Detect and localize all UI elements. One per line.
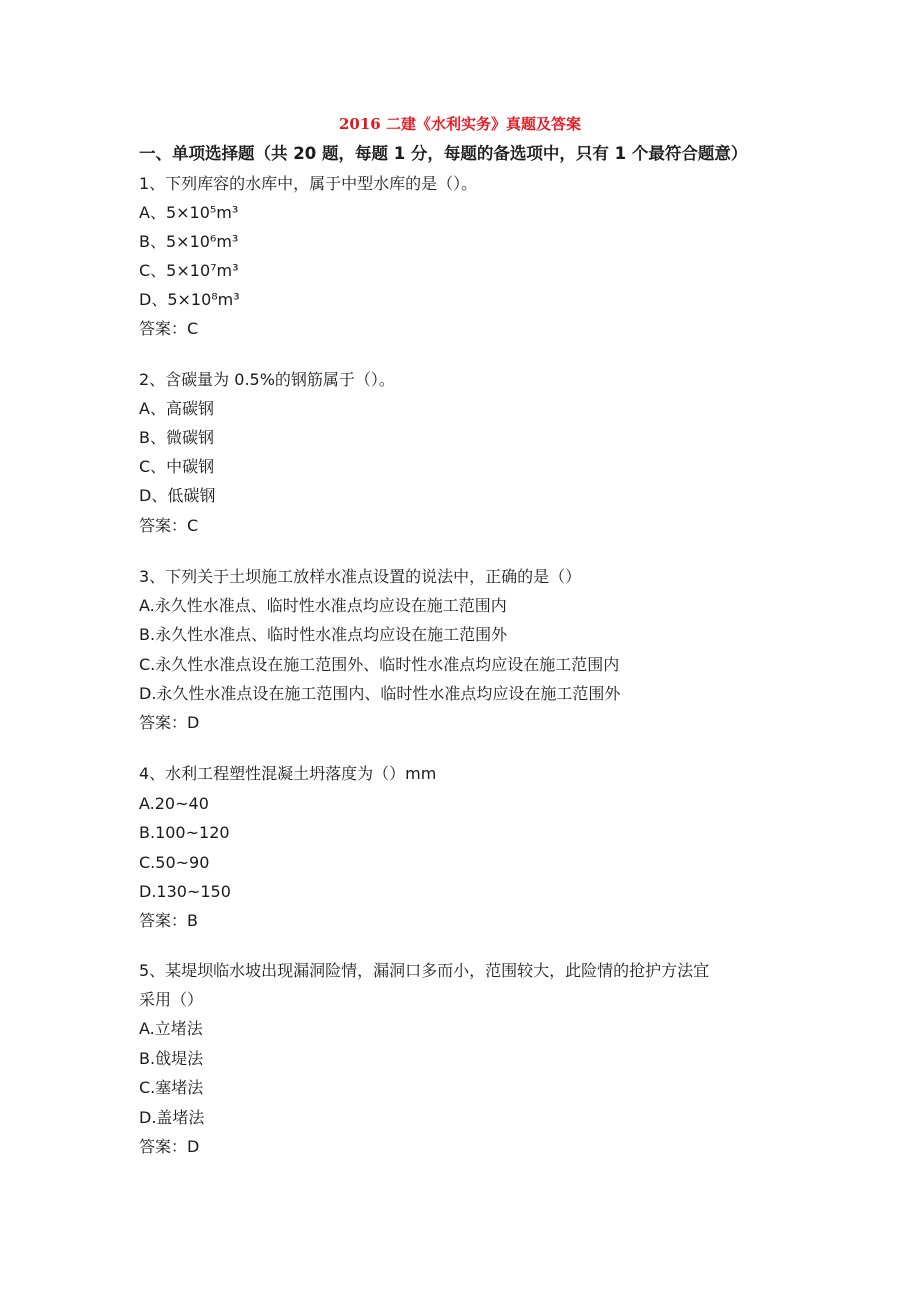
question-3-option-b: B.永久性水准点、临时性水准点均应设在施工范围外 [139,625,508,644]
question-2-stem: 2、含碳量为 0.5%的钢筋属于（）。 [139,370,395,389]
question-5-option-a: A.立堵法 [139,1019,203,1038]
question-5-answer: 答案：D [139,1137,200,1156]
section-heading: 一、单项选择题（共 20 题，每题 1 分，每题的备选项中，只有 1 个最符合题意） [139,144,748,163]
question-2-option-a: A、高碳钢 [139,399,214,418]
question-3-option-d: D.永久性水准点设在施工范围内、临时性水准点均应设在施工范围外 [139,684,621,703]
question-3-answer: 答案：D [139,713,200,732]
question-3-stem: 3、下列关于土坝施工放样水准点设置的说法中，正确的是（） [139,567,582,586]
question-2-option-b: B、微碳钢 [139,428,214,447]
question-1-option-d: D、5×10⁸m³ [139,290,240,309]
question-2-option-c: C、中碳钢 [139,457,215,476]
question-5-option-b: B.戗堤法 [139,1049,204,1068]
question-5-option-d: D.盖堵法 [139,1108,205,1127]
question-4-answer: 答案：B [139,911,198,930]
question-5-option-c: C.塞堵法 [139,1078,204,1097]
question-4-option-c: C.50~90 [139,853,210,872]
question-2-answer: 答案：C [139,516,199,535]
question-4-stem: 4、水利工程塑性混凝土坍落度为（）mm [139,764,437,783]
question-5-stem: 5、某堤坝临水坡出现漏洞险情，漏洞口多而小，范围较大，此险情的抢护方法宜 [139,961,710,980]
question-1-option-b: B、5×10⁶m³ [139,232,239,251]
question-1-answer: 答案：C [139,319,199,338]
document-title: 2016 二建《水利实务》真题及答案 [339,115,581,133]
question-3-option-c: C.永久性水准点设在施工范围外、临时性水准点均应设在施工范围内 [139,655,620,674]
question-1-stem: 1、下列库容的水库中，属于中型水库的是（）。 [139,174,478,193]
question-1-option-a: A、5×10⁵m³ [139,203,239,222]
question-4-option-b: B.100~120 [139,823,230,842]
question-4-option-d: D.130~150 [139,882,231,901]
question-5-stem-continued: 采用（） [139,990,204,1009]
question-1-option-c: C、5×10⁷m³ [139,261,239,280]
question-3-option-a: A.永久性水准点、临时性水准点均应设在施工范围内 [139,596,507,615]
question-4-option-a: A.20~40 [139,794,209,813]
question-2-option-d: D、低碳钢 [139,486,216,505]
